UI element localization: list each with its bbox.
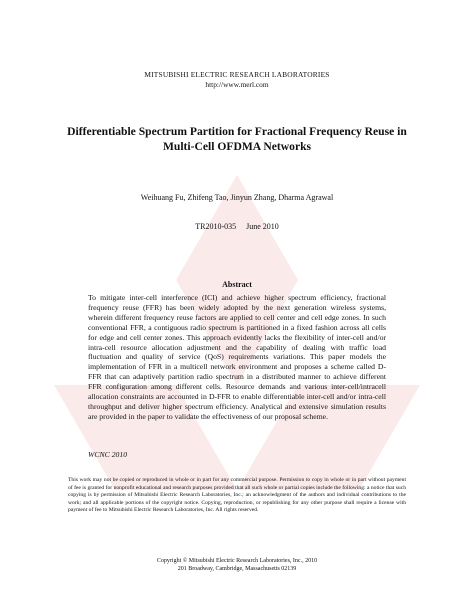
- report-date: June 2010: [246, 222, 279, 231]
- lab-address: 201 Broadway, Cambridge, Massachusetts 02139: [177, 566, 297, 572]
- lab-url-link[interactable]: http://www.merl.com: [205, 80, 269, 89]
- copyright-notice: This work may not be copied or reproduced in whole or in part for any commercial purpose. Permission to copy in whole or in part without payment of fee is granted for nonprofit educational and research purposes provided that all such whole or partial copies include the following: a notice that such copying is by permission of Mitsubishi Electric Research Laboratories, Inc.; an acknowledgment of the authors and individual contributions to the work; and all applicable portions of the copyright notice. Copying, reproduction, or republishing for any other purpose shall require a license with payment of fee to Mitsubishi Electric Research Laboratories, Inc. All rights reserved.: [68, 477, 406, 514]
- lab-name: MITSUBISHI ELECTRIC RESEARCH LABORATORIES: [144, 70, 330, 79]
- conference-name: WCNC 2010: [88, 450, 128, 459]
- paper-authors: Weihuang Fu, Zhifeng Tao, Jinyun Zhang, Dharma Agrawal: [140, 193, 334, 202]
- abstract-heading: Abstract: [222, 280, 252, 289]
- copyright-line: Copyright © Mitsubishi Electric Research Laboratories, Inc., 2010: [156, 558, 318, 564]
- report-info: [0, 222, 474, 232]
- paper-title: Differentiable Spectrum Partition for Fractional Frequency Reuse in Multi-Cell OFDMA Networks: [67, 125, 407, 153]
- abstract-text: To mitigate inter-cell interference (ICI) and achieve higher spectrum efficiency, fractional frequency reuse (FFR) has been widely adopted by the next generation wireless systems, wherein different frequency reuse factors are applied to cell center and cell edge zones. In such conventional FFR, a contiguous radio spectrum is partitioned in a fixed fashion across all cells for edge and cell center zones. This approach evidently lacks the flexibility of inter-cell and/or intra-cell resource allocation adjustment and the capability of dealing with traffic load fluctuation and quality of service (QoS) requirements variations. This paper models the implementation of FFR in a multicell network environment and proposes a scheme called D-FFR that can adaptively partition radio spectrum in a distributed manner to achieve different FFR configuration among different cells. Resource demands and various inter-cell/intracell allocation constraints are accounted in D-FFR to enable differentiable inter-cell and/or intra-cell throughput and deliver higher spectrum efficiency. Analytical and extensive simulation results are provided in the paper to validate the effectiveness of our proposal scheme.: [88, 293, 386, 421]
- report-number: TR2010-035: [195, 222, 237, 231]
